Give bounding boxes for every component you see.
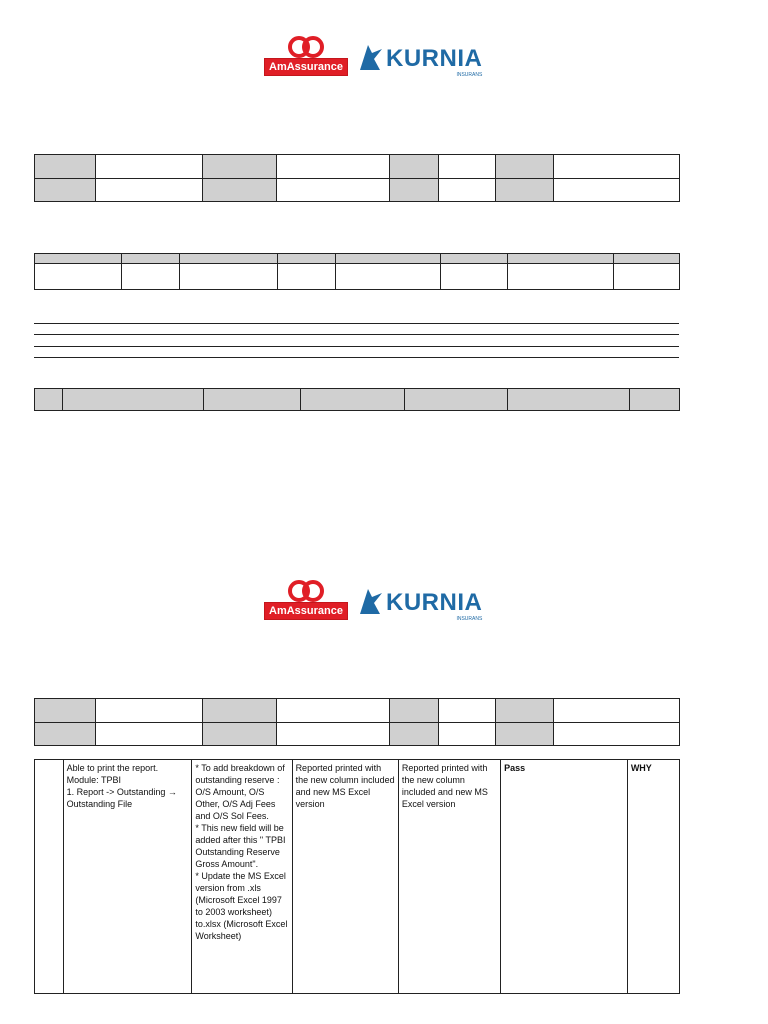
info-value-cell bbox=[276, 179, 390, 202]
detail-remark-text: WHY bbox=[630, 763, 652, 773]
summary-header-cell bbox=[121, 254, 179, 264]
kurnia-subtext: INSURANS bbox=[456, 616, 483, 622]
summary-cell bbox=[508, 264, 614, 290]
detail-expected-result-text: Reported printed with the new column included and new MS Excel version bbox=[295, 763, 395, 809]
info-value-cell bbox=[439, 155, 496, 179]
detail-remark-cell bbox=[627, 760, 679, 994]
info-label-cell bbox=[35, 723, 96, 746]
rule-line bbox=[34, 334, 679, 335]
kurnia-logo bbox=[358, 41, 483, 78]
summary-table bbox=[34, 253, 680, 290]
info-label-cell bbox=[35, 699, 96, 723]
summary-header-cell bbox=[335, 254, 441, 264]
kurnia-logo bbox=[358, 585, 483, 622]
detail-actual-result-cell bbox=[398, 760, 500, 994]
info-value-cell bbox=[276, 723, 390, 746]
test-header-table-1 bbox=[34, 388, 680, 411]
info-value-cell bbox=[439, 699, 496, 723]
info-label-cell bbox=[202, 179, 276, 202]
info-table-2 bbox=[34, 698, 680, 746]
detail-test-data-text: * To add breakdown of outstanding reserve : O/S Amount, O/S Other, O/S Adj Fees and O/S Sol Fees. * This new field will be added after this " TPBI Outstanding Reserve Gross Amount". * Update the MS Excel version from .xls (Microsoft Excel 1997 to 2003 worksheet) to.xlsx (Microsoft Excel Worksheet) bbox=[195, 763, 288, 941]
summary-cell bbox=[179, 264, 277, 290]
test-header-cell bbox=[35, 389, 63, 411]
info-label-cell bbox=[202, 723, 276, 746]
info-value-cell bbox=[276, 699, 390, 723]
info-label-cell bbox=[496, 179, 554, 202]
test-header-cell bbox=[630, 389, 680, 411]
amassurance-wordmark: AmAssurance bbox=[264, 58, 348, 76]
test-header-cell bbox=[301, 389, 405, 411]
test-header-cell bbox=[405, 389, 508, 411]
detail-expected-result-cell bbox=[292, 760, 398, 994]
info-value-cell bbox=[95, 179, 202, 202]
info-value-cell bbox=[554, 699, 680, 723]
rule-line bbox=[34, 323, 679, 324]
summary-cell bbox=[335, 264, 441, 290]
info-label-cell bbox=[496, 699, 554, 723]
info-label-cell bbox=[202, 699, 276, 723]
info-value-cell bbox=[439, 179, 496, 202]
test-header-cell bbox=[63, 389, 204, 411]
summary-cell bbox=[441, 264, 508, 290]
summary-header-cell bbox=[277, 254, 335, 264]
amassurance-logo bbox=[264, 580, 348, 620]
rule-line bbox=[34, 357, 679, 358]
summary-cell bbox=[121, 264, 179, 290]
info-value-cell bbox=[554, 179, 680, 202]
info-value-cell bbox=[95, 155, 202, 179]
rule-line bbox=[34, 346, 679, 347]
info-value-cell bbox=[95, 723, 202, 746]
summary-cell bbox=[35, 264, 122, 290]
kurnia-subtext: INSURANS bbox=[456, 72, 483, 78]
detail-status-cell bbox=[501, 760, 628, 994]
amassurance-mark-icon bbox=[288, 36, 324, 58]
info-label-cell bbox=[390, 179, 439, 202]
detail-actual-result-text: Reported printed with the new column included and new MS Excel version bbox=[401, 763, 488, 809]
amassurance-logo bbox=[264, 36, 348, 76]
info-value-cell bbox=[554, 155, 680, 179]
info-label-cell bbox=[390, 723, 439, 746]
info-value-cell bbox=[554, 723, 680, 746]
info-value-cell bbox=[95, 699, 202, 723]
info-label-cell bbox=[496, 155, 554, 179]
info-value-cell bbox=[276, 155, 390, 179]
summary-header-cell bbox=[508, 254, 614, 264]
summary-header-cell bbox=[441, 254, 508, 264]
detail-no-cell bbox=[35, 760, 64, 994]
logo-group-1 bbox=[264, 36, 482, 76]
test-detail-table bbox=[34, 759, 680, 994]
summary-header-cell bbox=[35, 254, 122, 264]
logo-group-2 bbox=[264, 580, 482, 620]
kurnia-bird-icon bbox=[358, 41, 384, 71]
info-label-cell bbox=[496, 723, 554, 746]
summary-cell bbox=[614, 264, 680, 290]
detail-test-data-cell bbox=[192, 760, 292, 994]
info-label-cell bbox=[35, 155, 96, 179]
info-value-cell bbox=[439, 723, 496, 746]
amassurance-mark-icon bbox=[288, 580, 324, 602]
detail-status-text: Pass bbox=[504, 763, 526, 773]
info-label-cell bbox=[390, 699, 439, 723]
kurnia-wordmark: KURNIA bbox=[385, 45, 483, 72]
summary-header-cell bbox=[614, 254, 680, 264]
summary-cell bbox=[277, 264, 335, 290]
kurnia-bird-icon bbox=[358, 585, 384, 615]
info-table-1 bbox=[34, 154, 680, 202]
info-label-cell bbox=[390, 155, 439, 179]
test-header-cell bbox=[508, 389, 630, 411]
kurnia-wordmark: KURNIA bbox=[385, 589, 483, 616]
amassurance-wordmark: AmAssurance bbox=[264, 602, 348, 620]
detail-expected-cell bbox=[63, 760, 192, 994]
table-row bbox=[35, 760, 680, 994]
info-label-cell bbox=[35, 179, 96, 202]
detail-expected-text: Able to print the report. Module: TPBI 1. Report -> Outstanding → Outstanding File bbox=[66, 763, 177, 809]
test-header-cell bbox=[204, 389, 301, 411]
summary-header-cell bbox=[179, 254, 277, 264]
info-label-cell bbox=[202, 155, 276, 179]
